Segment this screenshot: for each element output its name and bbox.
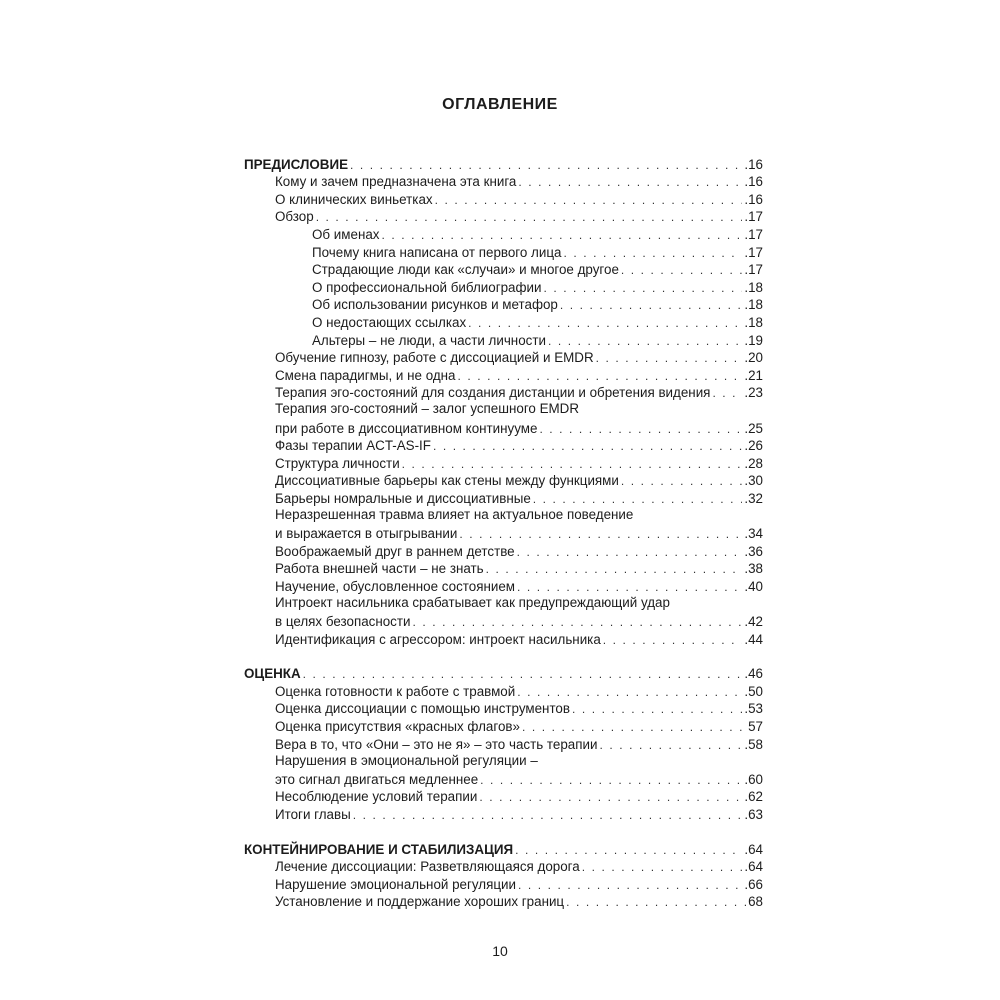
toc-entry-page: .16 xyxy=(744,191,763,207)
toc-entry-title: при работе в диссоциативном континууме xyxy=(275,420,538,436)
toc-entry-page: 68 xyxy=(748,894,763,910)
dot-leader xyxy=(517,579,742,595)
dot-leader xyxy=(413,614,743,630)
toc-chapter xyxy=(244,665,763,683)
section-gap xyxy=(244,648,763,665)
toc-entry-page: .30 xyxy=(744,473,763,489)
toc-entry xyxy=(244,770,763,788)
dot-leader xyxy=(599,737,742,753)
toc-entry xyxy=(244,173,763,191)
toc-entry xyxy=(244,489,763,507)
toc-entry-title: Альтеры – не люди, а части личности xyxy=(312,332,546,348)
toc-entry xyxy=(244,243,763,261)
dot-leader xyxy=(518,877,742,893)
toc-entry-page: .17 xyxy=(744,262,763,278)
dot-leader xyxy=(712,385,742,401)
toc-entry-line: Нарушения в эмоциональной регуляции – xyxy=(275,752,538,768)
toc-entry-title: Научение, обусловленное состоянием xyxy=(275,578,515,594)
toc-entry xyxy=(244,366,763,384)
toc-entry-title: Идентификация с агрессором: интроект насильника xyxy=(275,631,601,647)
toc-entry xyxy=(244,875,763,893)
dot-leader xyxy=(518,174,742,190)
dot-leader xyxy=(517,544,743,560)
toc-entry-page: .60 xyxy=(744,771,763,787)
toc-entry xyxy=(244,278,763,296)
dot-leader xyxy=(539,421,742,437)
dot-leader xyxy=(543,280,742,296)
toc-entry-page: .17 xyxy=(744,209,763,225)
toc-entry-page: .66 xyxy=(744,876,763,892)
toc-entry-page: .18 xyxy=(744,279,763,295)
toc-entry xyxy=(244,472,763,490)
toc-entry-page: .18 xyxy=(744,297,763,313)
dot-leader xyxy=(433,438,742,454)
toc-entry-page: .16 xyxy=(744,156,763,172)
toc-entry xyxy=(244,612,763,630)
dot-leader xyxy=(486,561,743,577)
toc-entry-page: .50 xyxy=(744,683,763,699)
toc-entry-title: Страдающие люди как «случаи» и многое другое xyxy=(312,262,619,278)
dot-leader xyxy=(303,666,743,682)
toc-entry xyxy=(244,805,763,823)
toc-entry-line: Интроект насильника срабатывает как предупреждающий удар xyxy=(275,594,670,610)
toc-entry-page: .17 xyxy=(744,226,763,242)
toc-entry-title: Оценка диссоциации с помощью инструментов xyxy=(275,701,570,717)
toc-entry xyxy=(244,331,763,349)
toc-entry-page: .20 xyxy=(744,350,763,366)
toc-entry-title: О профессиональной библиографии xyxy=(312,279,542,295)
toc-entry xyxy=(244,437,763,455)
toc-entry-title: Нарушение эмоциональной регуляции xyxy=(275,876,516,892)
toc-entry-title: Воображаемый друг в раннем детстве xyxy=(275,543,515,559)
toc-entry-page: .38 xyxy=(744,561,763,577)
toc-entry xyxy=(244,190,763,208)
dot-leader xyxy=(402,456,743,472)
toc-entry-title: ПРЕДИСЛОВИЕ xyxy=(244,156,349,172)
dot-leader xyxy=(582,859,743,875)
toc-entry-page: .42 xyxy=(744,614,763,630)
toc-entry xyxy=(244,313,763,331)
toc-entry-title: Вера в то, что «Они – это не я» – это часть терапии xyxy=(275,736,598,752)
toc-entry xyxy=(244,717,763,735)
toc-entry-title: Несоблюдение условий терапии xyxy=(275,789,478,805)
dot-leader xyxy=(515,842,742,858)
toc-entry xyxy=(244,454,763,472)
toc-entry-title: Структура личности xyxy=(275,455,400,471)
toc-entry-title: в целях безопасности xyxy=(275,614,411,630)
toc-entry-title: Фазы терапии ACT-AS-IF xyxy=(275,438,431,454)
toc-entry xyxy=(244,208,763,226)
toc-entry-title: Обзор xyxy=(275,209,314,225)
toc-entry-title: Терапия эго-состояний для создания дистанции и обретения видения xyxy=(275,385,711,401)
toc-entry-page: .44 xyxy=(744,631,763,647)
toc-entry xyxy=(244,682,763,700)
toc-entry-page: .28 xyxy=(744,455,763,471)
toc-entry xyxy=(244,384,763,402)
toc-entry xyxy=(244,349,763,367)
toc-entry-title: Установление и поддержание хороших границ xyxy=(275,894,565,910)
toc-entry-title: КОНТЕЙНИРОВАНИЕ И СТАБИЛИЗАЦИЯ xyxy=(244,841,514,857)
dot-leader xyxy=(621,262,742,278)
toc-entry-title: О недостающих ссылках xyxy=(312,314,467,330)
toc-entry-page: .17 xyxy=(744,244,763,260)
toc-entry xyxy=(244,858,763,876)
dot-leader xyxy=(458,368,743,384)
toc-entry-title: и выражается в отыгрывании xyxy=(275,526,458,542)
toc-entry-page: .25 xyxy=(744,420,763,436)
toc-entry-title: Работа внешней части – не знать xyxy=(275,561,484,577)
dot-leader xyxy=(572,701,742,717)
toc-entry-page: .34 xyxy=(744,526,763,542)
dot-leader xyxy=(479,789,742,805)
dot-leader xyxy=(596,350,743,366)
dot-leader xyxy=(381,227,742,243)
dot-leader xyxy=(435,192,743,208)
dot-leader xyxy=(468,315,742,331)
toc-entry-title: Кому и зачем предназначена эта книга xyxy=(275,174,517,190)
toc-entry-title: Барьеры номральные и диссоциативные xyxy=(275,490,531,506)
toc-entry-title: Об именах xyxy=(312,226,380,242)
toc-entry-line: Терапия эго-состояний – залог успешного EMDR xyxy=(275,401,580,417)
toc-entry xyxy=(244,700,763,718)
toc-entry-line: Неразрешенная травма влияет на актуальное поведение xyxy=(275,506,634,522)
toc-entry-title: Диссоциативные барьеры как стены между функциями xyxy=(275,473,619,489)
toc-entry-title: Об использовании рисунков и метафор xyxy=(312,297,558,313)
toc-entry-page: .58 xyxy=(744,736,763,752)
dot-leader xyxy=(566,894,746,910)
dot-leader xyxy=(480,772,742,788)
toc-entry-title: Лечение диссоциации: Разветвляющаяся дорога xyxy=(275,859,580,875)
toc-entry xyxy=(244,735,763,753)
toc-entry-page: .63 xyxy=(744,806,763,822)
toc-entry-page: .46 xyxy=(744,666,763,682)
toc-entry xyxy=(244,542,763,560)
toc-entry xyxy=(244,560,763,578)
dot-leader xyxy=(560,297,743,313)
toc-entry-page: .19 xyxy=(744,332,763,348)
toc-entry-title: Итоги главы xyxy=(275,806,351,822)
toc-entry-title: Смена парадигмы, и не одна xyxy=(275,367,456,383)
toc-entry-page: .32 xyxy=(744,490,763,506)
dot-leader xyxy=(350,157,742,173)
toc-entry-title: Оценка готовности к работе с травмой xyxy=(275,683,516,699)
toc-entry-page: .16 xyxy=(744,174,763,190)
dot-leader xyxy=(353,807,743,823)
dot-leader xyxy=(459,526,742,542)
table-of-contents xyxy=(244,155,763,910)
toc-entry-page: .18 xyxy=(744,314,763,330)
toc-entry-page: .62 xyxy=(744,789,763,805)
toc-entry xyxy=(244,524,763,542)
page-title: ОГЛАВЛЕНИЕ xyxy=(442,96,558,113)
dot-leader xyxy=(522,719,746,735)
toc-entry-title: Почему книга написана от первого лица xyxy=(312,244,562,260)
toc-entry xyxy=(244,630,763,648)
toc-entry-page: .40 xyxy=(744,578,763,594)
toc-entry-page: .64 xyxy=(744,841,763,857)
toc-entry xyxy=(244,261,763,279)
toc-entry-page: 57 xyxy=(748,719,763,734)
toc-entry-page: .26 xyxy=(744,438,763,454)
toc-entry-page: .23 xyxy=(744,385,763,401)
toc-entry-page: .36 xyxy=(744,543,763,559)
toc-entry xyxy=(244,788,763,806)
toc-entry xyxy=(244,419,763,437)
dot-leader xyxy=(548,333,742,349)
dot-leader xyxy=(563,245,742,261)
toc-entry-title: Оценка присутствия «красных флагов» xyxy=(275,719,520,734)
toc-entry-page: .21 xyxy=(744,367,763,383)
page-number: 10 xyxy=(492,943,508,959)
toc-entry-page: .64 xyxy=(744,859,763,875)
toc-entry xyxy=(244,577,763,595)
toc-entry xyxy=(244,296,763,314)
toc-entry-page: .53 xyxy=(744,701,763,717)
dot-leader xyxy=(316,209,743,225)
toc-entry-title: ОЦЕНКА xyxy=(244,666,301,682)
dot-leader xyxy=(533,491,743,507)
toc-chapter xyxy=(244,840,763,858)
toc-entry xyxy=(244,225,763,243)
dot-leader xyxy=(603,632,743,648)
section-gap xyxy=(244,823,763,840)
toc-entry-title: это сигнал двигаться медленнее xyxy=(275,771,479,787)
toc-entry xyxy=(244,893,763,911)
toc-chapter xyxy=(244,155,763,173)
dot-leader xyxy=(517,684,742,700)
toc-entry-title: О клинических виньетках xyxy=(275,191,433,207)
toc-entry-title: Обучение гипнозу, работе с диссоциацией и EMDR xyxy=(275,350,594,366)
dot-leader xyxy=(621,473,743,489)
